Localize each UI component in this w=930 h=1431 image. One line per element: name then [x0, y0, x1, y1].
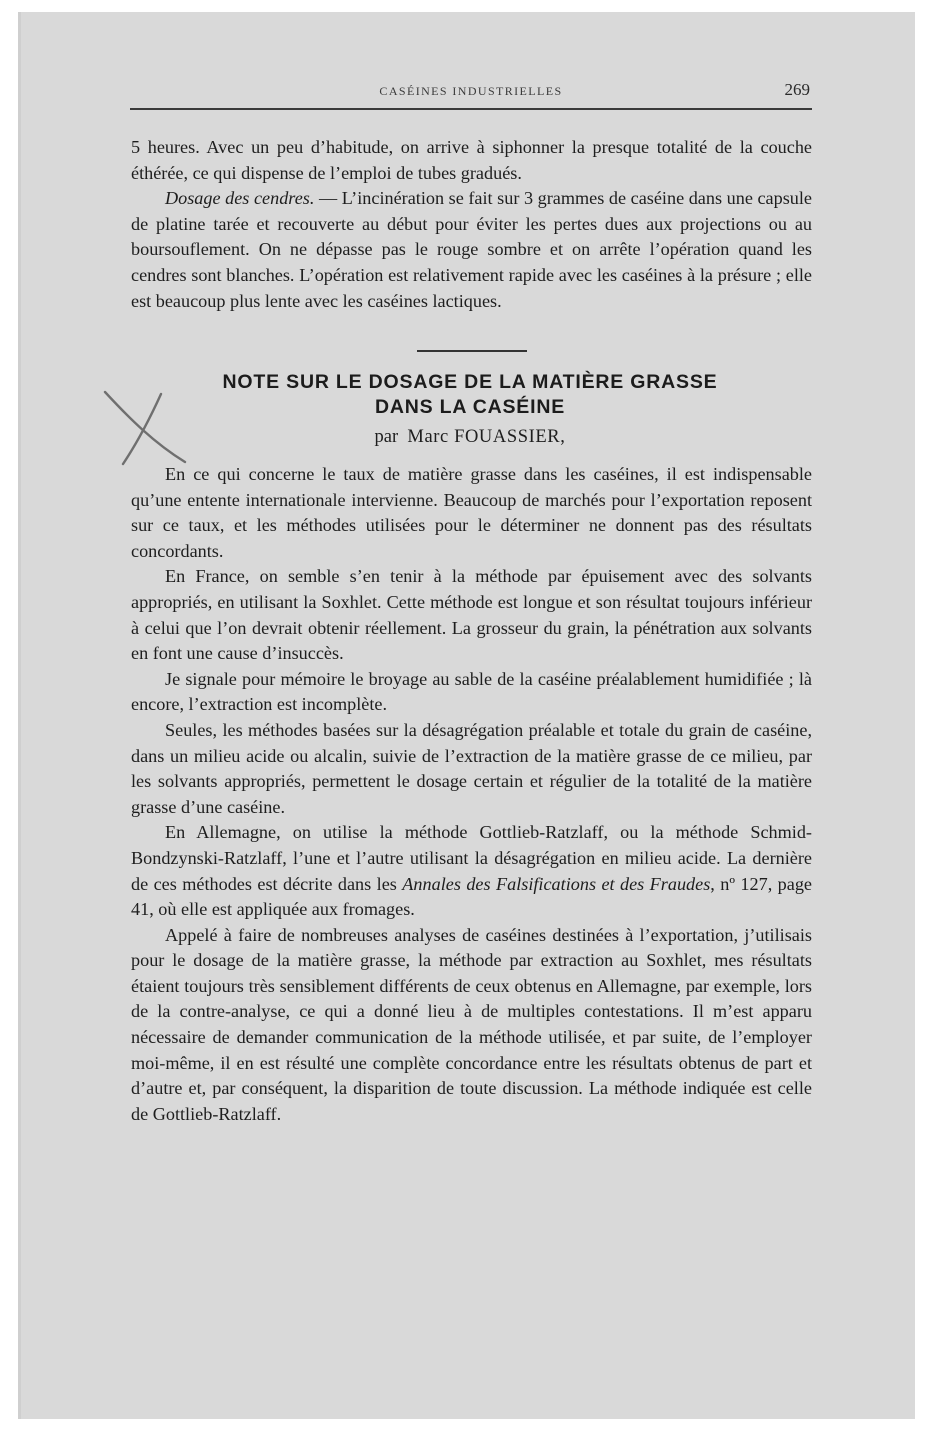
paragraph-text: — L’incinération se fait sur 3 grammes de caséine dans une capsule de platine tarée et recouverte au début pour éviter les pertes dues aux projections ou au boursouflement. On ne dépasse pas le rouge sombre et on arrête l’opération quand les cendres sont blanches. L’opération est relativement rapide avec les caséines à la présure ; elle est beaucoup plus lente avec les caséines lactiques.: [131, 188, 812, 311]
author-name: Marc FOUASSIER,: [407, 427, 566, 447]
paragraph: Je signale pour mémoire le broyage au sable de la caséine préalablement humidifiée ; là encore, l’extraction est incomplète.: [131, 668, 812, 715]
article-byline: [120, 427, 820, 448]
paragraph: En France, on semble s’en tenir à la méthode par épuisement avec des solvants appropriés, en utilisant la Soxhlet. Cette méthode est longue et son résultat toujours inférieur à celui que l’on devrait obtenir réellement. La grosseur du grain, la pénétration aux solvants en font une cause d’insuccès.: [131, 566, 812, 664]
paragraph: Appelé à faire de nombreuses analyses de caséines destinées à l’exportation, j’utilisais pour le dosage de la matière grasse, la méthode par extraction au Soxhlet, mes résultats étaient toujours très sensiblement différents de ceux obtenus en Allemagne, par exemple, lors de la contre-analyse, ce qui a donné lieu à de multiples contestations. Il m’est apparu nécessaire de demander communication de la méthode utilisée, et par suite, de l’employer moi-même, il en est résulté une complète concordance entre les résultats obtenus de part et d’autre et, par conséquent, la disparition de toute discussion. La méthode indiquée est celle de Gottlieb-Ratzlaff.: [131, 924, 812, 1124]
title-line-2: DANS LA CASÉINE: [374, 396, 566, 418]
paragraph: Seules, les méthodes basées sur la désagrégation préalable et totale du grain de caséine, dans un milieu acide ou alcalin, suivie de l’extraction de la matière grasse de ce milieu, par les solvants appropriés, permettent le dosage certain et régulier de la totalité de la matière grasse d’une caséine.: [131, 719, 812, 817]
byline-prefix: par: [374, 427, 399, 447]
paragraph-text: , nº 127, page 41, où elle est appliquée aux fromages.: [131, 873, 812, 920]
paragraph-text: En Allemagne, on utilise la méthode Gottlieb-Ratzlaff, ou la méthode Schmid-Bondzynski-Ratzlaff, l’une et l’autre utilisant la désagrégation en milieu acide. La dernière de ces méthodes est décrite dans les: [131, 822, 812, 894]
continued-text-block: [131, 135, 812, 314]
title-line-1: NOTE SUR LE DOSAGE DE LA MATIÈRE GRASSE: [222, 371, 718, 393]
paragraph: [131, 820, 812, 922]
page-header: [130, 80, 812, 104]
section-separator: [417, 350, 527, 352]
header-rule: [130, 108, 812, 110]
page-number: 269: [784, 80, 810, 99]
article-body: [131, 462, 812, 1127]
journal-title: Annales des Falsifications et des Fraudes: [402, 873, 711, 894]
article-title: [120, 370, 820, 420]
running-title: CASÉINES INDUSTRIELLES: [379, 84, 563, 98]
paragraph: [131, 186, 812, 314]
paragraph: 5 heures. Avec un peu d’habitude, on arrive à siphonner la presque totalité de la couche éthérée, ce qui dispense de l’emploi de tubes gradués.: [131, 137, 812, 183]
section-lead: Dosage des cendres.: [165, 188, 315, 209]
paragraph: En ce qui concerne le taux de matière grasse dans les caséines, il est indispensable qu’une entente internationale intervienne. Beaucoup de marchés pour l’exportation reposent sur ce taux, et les méthodes utilisées pour le déterminer ne donnent pas des résultats concordants.: [131, 464, 812, 561]
